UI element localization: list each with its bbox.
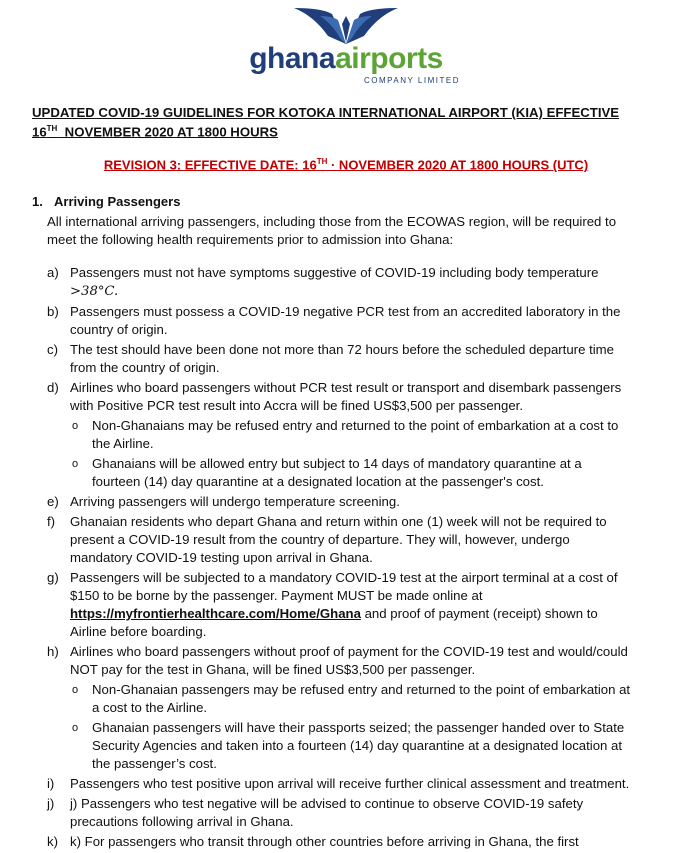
item-marker: k) (47, 834, 58, 849)
section-heading (32, 194, 180, 209)
item-marker: g) (47, 570, 59, 585)
wings-emblem-icon (292, 6, 400, 46)
sub-list-item (32, 681, 632, 717)
item-text: Passengers will be subjected to a mandatory COVID-19 test at the airport terminal at a cost of $150 to be borne by the passenger. Payment MUST be made online at (70, 570, 618, 603)
bullet-marker: o (72, 684, 79, 696)
bullet-marker: o (72, 420, 79, 432)
item-marker: j) (47, 796, 55, 811)
list-item (32, 643, 632, 679)
payment-link[interactable]: https://myfrontierhealthcare.com/Home/Ghana (70, 606, 361, 621)
logo-brand-main: ghana (249, 42, 336, 75)
title-line2-sup: TH (46, 124, 58, 133)
list-item (32, 341, 632, 377)
item-marker: e) (47, 494, 59, 509)
logo-wordmark (0, 44, 692, 74)
item-text: Passengers who test positive upon arrival will receive further clinical assessment and treatment. (70, 776, 630, 791)
item-text-after: and proof of payment (receipt) shown to Airline before boarding. (70, 606, 598, 639)
section-number: 1. (32, 194, 43, 209)
list-item (32, 264, 632, 301)
item-text: The test should have been done not more than 72 hours before the scheduled departure time from the country of origin. (70, 342, 614, 375)
item-marker: h) (47, 644, 59, 659)
list-item (32, 833, 632, 851)
title-line1: UPDATED COVID-19 GUIDELINES FOR KOTOKA INTERNATIONAL AIRPORT (KIA) EFFECTIVE (32, 105, 620, 120)
revision-notice (0, 157, 692, 172)
company-logo (0, 6, 692, 86)
logo-brand-accent: airports (335, 42, 443, 75)
bullet-marker: o (72, 722, 79, 734)
title-line2-pre: 16 (32, 124, 47, 140)
sub-item-text: Non-Ghanaian passengers may be refused entry and returned to the point of embarkation at a cost to the Airline. (92, 682, 631, 715)
sub-list-item (32, 719, 632, 773)
sub-list-item (32, 417, 632, 453)
item-marker: f) (47, 514, 56, 529)
logo-subtitle: COMPANY LIMITED (364, 76, 460, 85)
item-temp: >38°C. (70, 284, 119, 299)
list-item (32, 775, 632, 793)
item-text: Airlines who board passengers without PCR test result or transport and disembark passengers with Positive PCR test result into Accra will be fined US$3,500 per passenger. (70, 380, 622, 413)
item-text: k) For passengers who transit through other countries before arriving in Ghana, the first (70, 834, 579, 849)
item-text: Ghanaian residents who depart Ghana and return within one (1) week will not be required to present a COVID-19 result from the country of departure. They will, however, undergo mandatory COVID-19 testing upon arrival in Ghana. (70, 514, 607, 565)
revision-pre: REVISION 3: EFFECTIVE DATE: 16 (103, 157, 317, 173)
item-marker: c) (47, 342, 58, 357)
item-marker: d) (47, 380, 59, 395)
sub-item-text: Ghanaians will be allowed entry but subject to 14 days of mandatory quarantine at a fourteen (14) day quarantine at a designated location at the passenger's cost. (92, 456, 582, 489)
item-marker: b) (47, 304, 59, 319)
sub-item-text: Non-Ghanaians may be refused entry and returned to the point of embarkation at a cost to the Airline. (92, 418, 619, 451)
item-marker: i) (47, 776, 55, 791)
list-item (32, 795, 632, 831)
list-item (32, 493, 632, 511)
sub-item-text: Ghanaian passengers will have their passports seized; the passenger handed over to State Security Agencies and taken into a fourteen (14) day quarantine at a designated location at the passenger’s cost. (92, 720, 625, 771)
list-item (32, 513, 632, 567)
item-text: Passengers must not have symptoms suggestive of COVID-19 including body temperature (70, 265, 599, 280)
section-title: Arriving Passengers (54, 194, 181, 209)
item-text: j) Passengers who test negative will be advised to continue to observe COVID-19 safety precautions following arrival in Ghana. (70, 796, 584, 829)
item-marker: a) (47, 265, 59, 280)
item-text: Passengers must possess a COVID-19 negative PCR test from an accredited laboratory in the country of origin. (70, 304, 621, 337)
document-title (32, 105, 632, 140)
list-item (32, 379, 632, 415)
sub-list-item (32, 455, 632, 491)
intro-paragraph: All international arriving passengers, including those from the ECOWAS region, will be required to meet the following health requirements prior to admission into Ghana: (47, 214, 617, 247)
requirements-list (32, 264, 632, 853)
item-text: Arriving passengers will undergo temperature screening. (70, 494, 400, 509)
list-item (32, 303, 632, 339)
item-text: Airlines who board passengers without proof of payment for the COVID-19 test and would/could NOT pay for the test in Ghana, will be fined US$3,500 per passenger. (70, 644, 628, 677)
revision-post: · NOVEMBER 2020 AT 1800 HOURS (UTC) (327, 157, 589, 173)
bullet-marker: o (72, 458, 79, 470)
list-item (32, 569, 632, 641)
title-line2-post: NOVEMBER 2020 AT 1800 HOURS (57, 124, 278, 140)
revision-sup: TH (316, 157, 328, 166)
